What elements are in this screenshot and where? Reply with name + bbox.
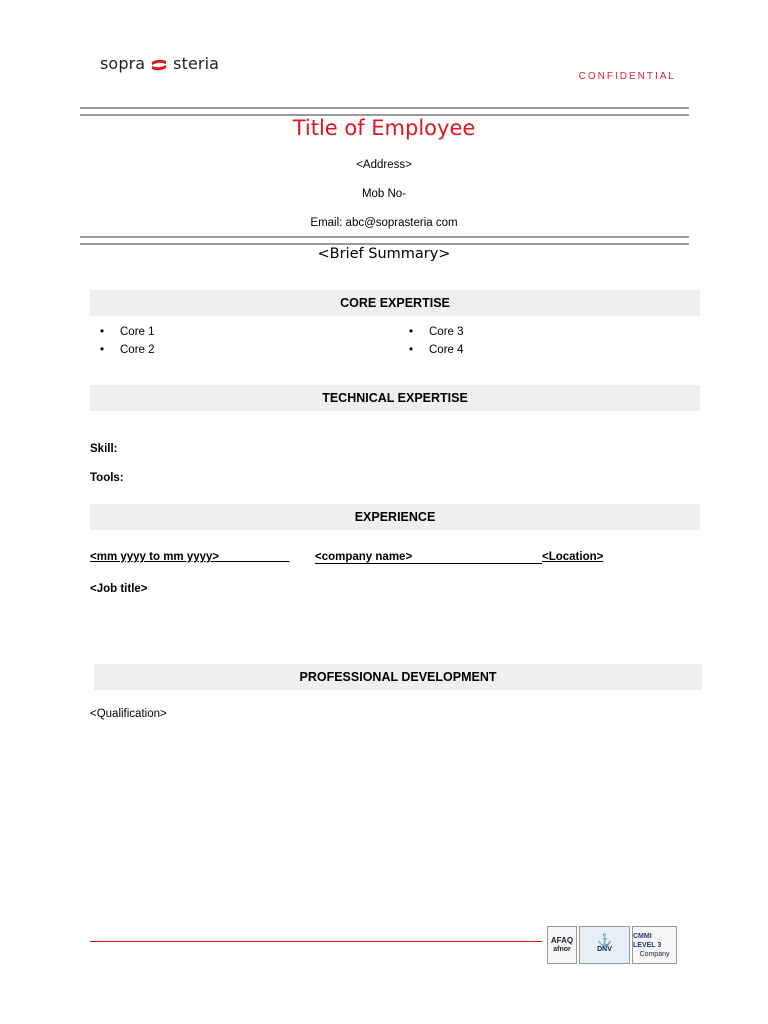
experience-dates [90,551,290,563]
core-item-label: Core 2 [120,344,155,356]
cmmi-company-text: Company [639,950,670,958]
list-item: • Core 1 [100,326,155,338]
core-item-label: Core 3 [429,326,464,338]
experience-dates-text: <mm yyyy to mm yyyy>___________ [90,551,290,563]
employee-title: Title of Employee [292,116,476,140]
address-line: <Address> [356,159,412,171]
mobile-line: Mob No- [361,188,407,200]
tools-label: Tools: [90,472,124,484]
cmmi-certification-logo [632,926,677,964]
email-line: Email: abc@soprasteria com [310,217,458,229]
confidential-label: CONFIDENTIAL [578,71,676,82]
logo-text-right: steria [173,54,220,73]
professional-development-heading: PROFESSIONAL DEVELOPMENT [94,664,702,690]
list-item: • Core 4 [409,344,464,356]
core-item-label: Core 1 [120,326,155,338]
brief-summary: <Brief Summary> [317,246,451,262]
core-item-label: Core 4 [429,344,464,356]
core-expertise-heading: CORE EXPERTISE [90,290,700,316]
list-item: • Core 3 [409,326,464,338]
dnv-certification-logo [579,926,630,964]
experience-location: <Location> [542,551,604,563]
logo-mark-icon [150,57,168,71]
job-title-label: <Job title> [90,583,148,595]
afaq-text: AFAQ [550,936,574,945]
skill-label: Skill: [90,443,118,455]
experience-company-text: <company name> [315,551,413,563]
experience-heading: EXPERIENCE [90,504,700,530]
certificate-icon: ⚓ [597,933,612,947]
list-item: • Core 2 [100,344,155,356]
company-logo [100,54,219,73]
footer-divider [90,941,542,942]
dnv-text: DNV [597,946,612,953]
technical-expertise-heading: TECHNICAL EXPERTISE [90,385,700,411]
afnor-text: afnor [553,946,571,953]
top-divider [80,107,689,116]
logo-text-left: sopra [100,54,146,73]
bottom-divider [80,236,689,245]
cmmi-text: CMMI LEVEL 3 [633,932,662,949]
afaq-certification-logo [547,926,577,964]
experience-company [315,551,542,564]
qualification-label: <Qualification> [90,708,167,720]
